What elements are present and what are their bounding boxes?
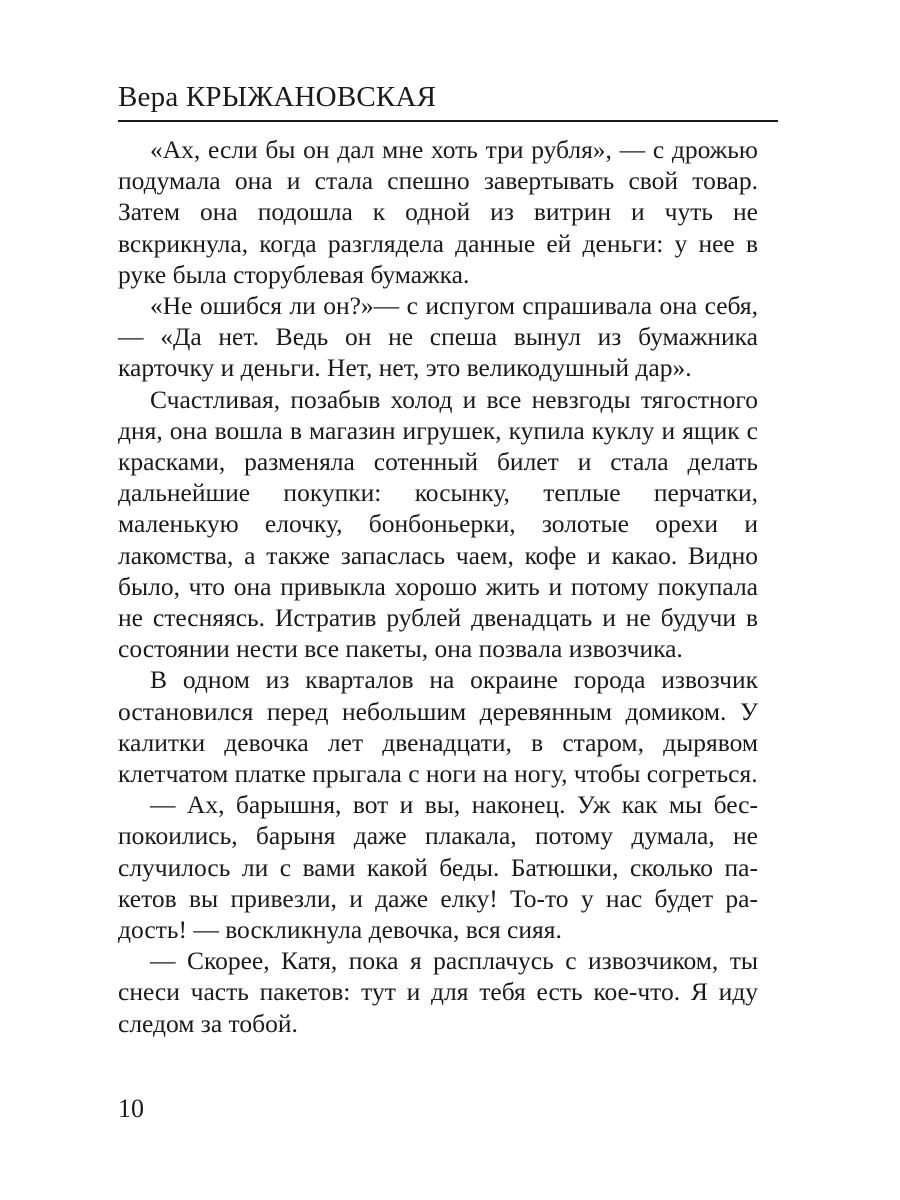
author-last-name: КРЫЖАНОВСКАЯ [185,81,437,113]
paragraph-6: — Скорее, Катя, пока я расплачусь с извозчиком, ты снеси часть пакетов: тут и для тебя есть кое-что. Я иду следом за тобой. [118,946,758,1038]
running-head [118,80,778,122]
paragraph-3: Счастливая, позабыв холод и все невзгоды тягостного дня, она вошла в магазин игрушек, купила куклу и ящик с красками, разменяла сотенный билет и стала делать дальнейшие покупки: косынку, теплые перчатки, маленькую елочку, бонбоньерки, золотые орехи и лакомства, а также запаслась чаем, кофе и какао. Видно было, что она привыкла хорошо жить и потому покупала не стесняясь. Истратив рублей двенадцать и не будучи в состоянии нести все пакеты, она позвала извозчика. [118,384,758,664]
paragraph-1: «Ах, если бы он дал мне хоть три рубля», — с дрожью подумала она и стала спешно завертывать свой товар. Затем она подошла к одной из витрин и чуть не вскрикнула, когда разглядела данные ей деньги: у нее в руке была сторублевая бумажка. [118,135,758,289]
body-text [118,134,758,1039]
paragraph-4: В одном из кварталов на окраине города извозчик остановился перед небольшим деревянным домиком. У калитки девочка лет двенадцати, в старом, дырявом клетчатом платке прыгала с ноги на ногу, чтобы согреться. [118,665,758,789]
paragraph-2: «Не ошибся ли он?»— с испугом спрашивала она себя, — «Да нет. Ведь он не спеша вынул из бумажника карточку и деньги. Нет, нет, это великодушный дар». [118,291,758,383]
page-number: 10 [118,1094,144,1123]
author-name [118,80,436,114]
author-first-name: Вера [118,81,179,113]
paragraph-5: — Ах, барышня, вот и вы, наконец. Уж как мы беспокоились, барыня даже плакала, потому думала, не случилось ли с вами какой беды. Батюшки, сколько пакетов вы привезли, и даже елку! То-то у нас будет радость! — воскликнула девочка, вся сияя. [118,790,758,945]
